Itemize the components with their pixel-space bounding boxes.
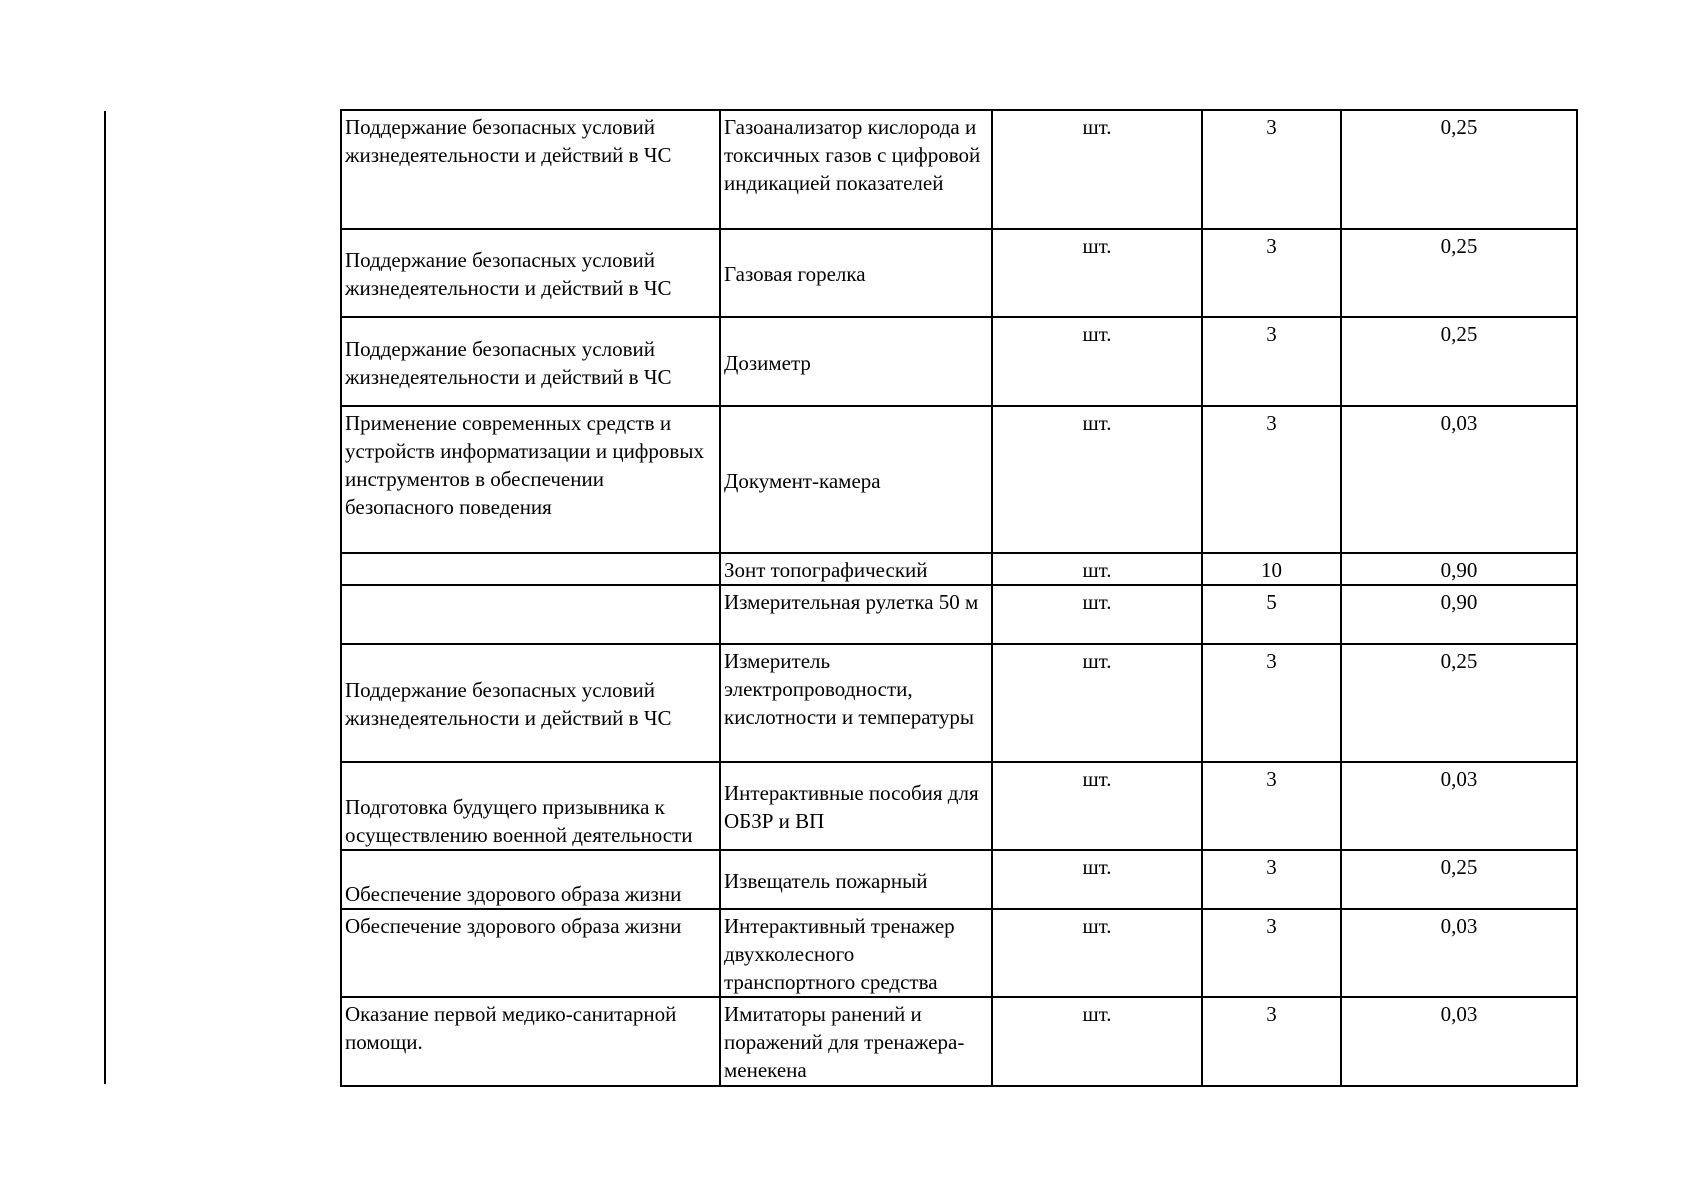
item-name-cell: Имитаторы ранений и поражений для тренажера-менекена (720, 997, 992, 1086)
item-name-cell: Газовая горелка (720, 229, 992, 317)
table-row (341, 909, 1577, 997)
unit-cell: шт. (992, 909, 1202, 997)
unit-cell: шт. (992, 317, 1202, 406)
coefficient-cell: 0,03 (1341, 762, 1577, 850)
unit-cell: шт. (992, 229, 1202, 317)
table-row (341, 317, 1577, 406)
table-row (341, 644, 1577, 762)
equipment-table (340, 109, 1578, 1087)
quantity-cell: 3 (1202, 110, 1341, 229)
unit-cell: шт. (992, 553, 1202, 585)
quantity-cell: 3 (1202, 229, 1341, 317)
page-margin-line (104, 111, 106, 1084)
coefficient-cell: 0,25 (1341, 644, 1577, 762)
section-cell (341, 585, 720, 644)
item-name-cell: Интерактивные пособия для ОБЗР и ВП (720, 762, 992, 850)
section-cell: Применение современных средств и устройств информатизации и цифровых инструментов в обеспечении безопасного поведения (341, 406, 720, 553)
section-cell: Оказание первой медико-санитарной помощи. (341, 997, 720, 1086)
item-name-cell: Извещатель пожарный (720, 850, 992, 909)
unit-cell: шт. (992, 997, 1202, 1086)
unit-cell: шт. (992, 644, 1202, 762)
coefficient-cell: 0,25 (1341, 317, 1577, 406)
quantity-cell: 3 (1202, 406, 1341, 553)
item-name-cell: Дозиметр (720, 317, 992, 406)
item-name-cell: Газоанализатор кислорода и токсичных газов с цифровой индикацией показателей (720, 110, 992, 229)
quantity-cell: 3 (1202, 317, 1341, 406)
item-name-cell: Интерактивный тренажер двухколесного транспортного средства (720, 909, 992, 997)
unit-cell: шт. (992, 850, 1202, 909)
table-row (341, 229, 1577, 317)
table-row (341, 997, 1577, 1086)
coefficient-cell: 0,03 (1341, 997, 1577, 1086)
item-name-cell: Измеритель электропроводности, кислотности и температуры (720, 644, 992, 762)
unit-cell: шт. (992, 762, 1202, 850)
coefficient-cell: 0,25 (1341, 110, 1577, 229)
section-cell: Обеспечение здорового образа жизни (341, 909, 720, 997)
quantity-cell: 3 (1202, 850, 1341, 909)
section-cell: Поддержание безопасных условий жизнедеятельности и действий в ЧС (341, 644, 720, 762)
table-row (341, 850, 1577, 909)
coefficient-cell: 0,90 (1341, 553, 1577, 585)
unit-cell: шт. (992, 406, 1202, 553)
table-row (341, 110, 1577, 229)
section-cell: Подготовка будущего призывника к осуществлению военной деятельности (341, 762, 720, 850)
quantity-cell: 3 (1202, 997, 1341, 1086)
coefficient-cell: 0,03 (1341, 406, 1577, 553)
item-name-cell: Документ-камера (720, 406, 992, 553)
coefficient-cell: 0,90 (1341, 585, 1577, 644)
coefficient-cell: 0,25 (1341, 229, 1577, 317)
coefficient-cell: 0,03 (1341, 909, 1577, 997)
table-row (341, 762, 1577, 850)
quantity-cell: 3 (1202, 644, 1341, 762)
quantity-cell: 3 (1202, 762, 1341, 850)
section-cell: Обеспечение здорового образа жизни (341, 850, 720, 909)
table-row (341, 585, 1577, 644)
table-row (341, 553, 1577, 585)
section-cell: Поддержание безопасных условий жизнедеятельности и действий в ЧС (341, 110, 720, 229)
unit-cell: шт. (992, 585, 1202, 644)
item-name-cell: Зонт топографический (720, 553, 992, 585)
unit-cell: шт. (992, 110, 1202, 229)
quantity-cell: 3 (1202, 909, 1341, 997)
section-cell: Поддержание безопасных условий жизнедеятельности и действий в ЧС (341, 229, 720, 317)
quantity-cell: 5 (1202, 585, 1341, 644)
section-cell (341, 553, 720, 585)
section-cell: Поддержание безопасных условий жизнедеятельности и действий в ЧС (341, 317, 720, 406)
item-name-cell: Измерительная рулетка 50 м (720, 585, 992, 644)
quantity-cell: 10 (1202, 553, 1341, 585)
coefficient-cell: 0,25 (1341, 850, 1577, 909)
table-row (341, 406, 1577, 553)
